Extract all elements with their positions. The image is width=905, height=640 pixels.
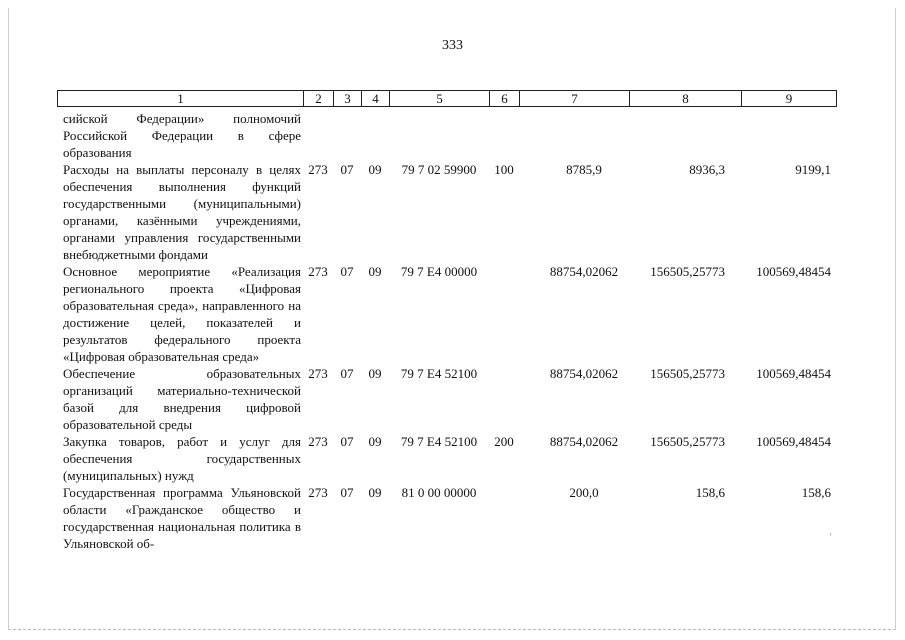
cell-col-7: 88754,02062 [549,264,619,279]
row-description: Расходы на выплаты персоналу в целях обеспечения выполнения функций государственными (муниципальными) органами, казёнными учреждениями, органами управления государственными внебюджетными фондами [63,162,301,262]
table-row [57,433,835,484]
cell-col-2: 273 [308,366,328,381]
cell-col-9: 158,6 [801,485,831,500]
cell-col-8 [629,110,741,161]
table-row [57,161,835,263]
table-row [57,365,835,433]
table-header [57,90,837,107]
cell-col-7: 88754,02062 [549,366,619,381]
cell-col-6 [489,263,519,365]
cell-col-9: 100569,48454 [756,434,831,449]
page-number: 333 [442,38,463,53]
cell-col-3: 07 [340,434,354,449]
header-col-5: 5 [390,91,490,106]
row-description: Основное мероприятие «Реализация регионального проекта «Цифровая образовательная среда», направленного на достижение целей, показателей и результатов федерального проекта «Цифровая образовательная среда» [63,264,301,364]
cell-col-3: 07 [340,485,354,500]
header-col-7: 7 [520,91,630,106]
cell-col-5: 79 7 E4 52100 [400,366,478,381]
cell-col-4: 09 [368,264,382,279]
table-row [57,110,835,161]
cell-col-6 [489,110,519,161]
cell-col-7: 88754,02062 [549,434,619,449]
cell-col-9: 100569,48454 [756,264,831,279]
cell-col-8: 158,6 [695,485,725,500]
cell-col-6: 100 [494,162,514,177]
cell-col-8: 156505,25773 [650,366,725,381]
scan-speck: ' [830,532,832,542]
cell-col-3: 07 [340,366,354,381]
table-row [57,263,835,365]
cell-col-5 [389,110,489,161]
cell-col-9: 100569,48454 [756,366,831,381]
cell-col-3: 07 [340,264,354,279]
cell-col-8: 156505,25773 [650,264,725,279]
cell-col-3 [333,110,361,161]
cell-col-4 [361,110,389,161]
row-description: Обеспечение образовательных организаций материально-технической базой для внедрения цифровой образовательной среды [63,366,301,432]
cell-col-2: 273 [308,264,328,279]
cell-col-2: 273 [308,162,328,177]
table-body [57,110,835,552]
header-col-4: 4 [362,91,390,106]
cell-col-4: 09 [368,485,382,500]
header-col-9: 9 [785,91,793,106]
cell-col-8: 8936,3 [689,162,725,177]
cell-col-2 [303,110,333,161]
cell-col-6: 200 [494,434,514,449]
header-col-8: 8 [630,91,742,106]
cell-col-4: 09 [368,366,382,381]
cell-col-7: 8785,9 [566,162,602,177]
row-description: сийской Федерации» полномочий Российской Федерации в сфере образования [63,111,301,160]
cell-col-8: 156505,25773 [650,434,725,449]
header-col-2: 2 [304,91,334,106]
cell-col-5: 79 7 02 59900 [401,162,477,177]
cell-col-2: 273 [308,485,328,500]
header-col-1: 1 [58,91,304,106]
cell-col-3: 07 [340,162,354,177]
cell-col-9: 9199,1 [795,162,831,177]
cell-col-6 [489,365,519,433]
header-col-3: 3 [334,91,362,106]
cell-col-4: 09 [368,162,382,177]
cell-col-5: 79 7 E4 52100 [400,434,478,449]
cell-col-7: 200,0 [569,485,599,500]
cell-col-5: 79 7 E4 00000 [400,264,478,279]
table-row [57,484,835,552]
cell-col-4: 09 [368,434,382,449]
header-col-6: 6 [490,91,520,106]
cell-col-2: 273 [308,434,328,449]
cell-col-9 [741,110,835,161]
row-description: Закупка товаров, работ и услуг для обеспечения государственных (муниципальных) нужд [63,434,301,483]
cell-col-6 [489,484,519,552]
cell-col-7 [519,110,629,161]
row-description: Государственная программа Ульяновской области «Гражданское общество и государственная национальная политика в Ульяновской об- [63,485,301,551]
cell-col-5: 81 0 00 00000 [401,485,477,500]
